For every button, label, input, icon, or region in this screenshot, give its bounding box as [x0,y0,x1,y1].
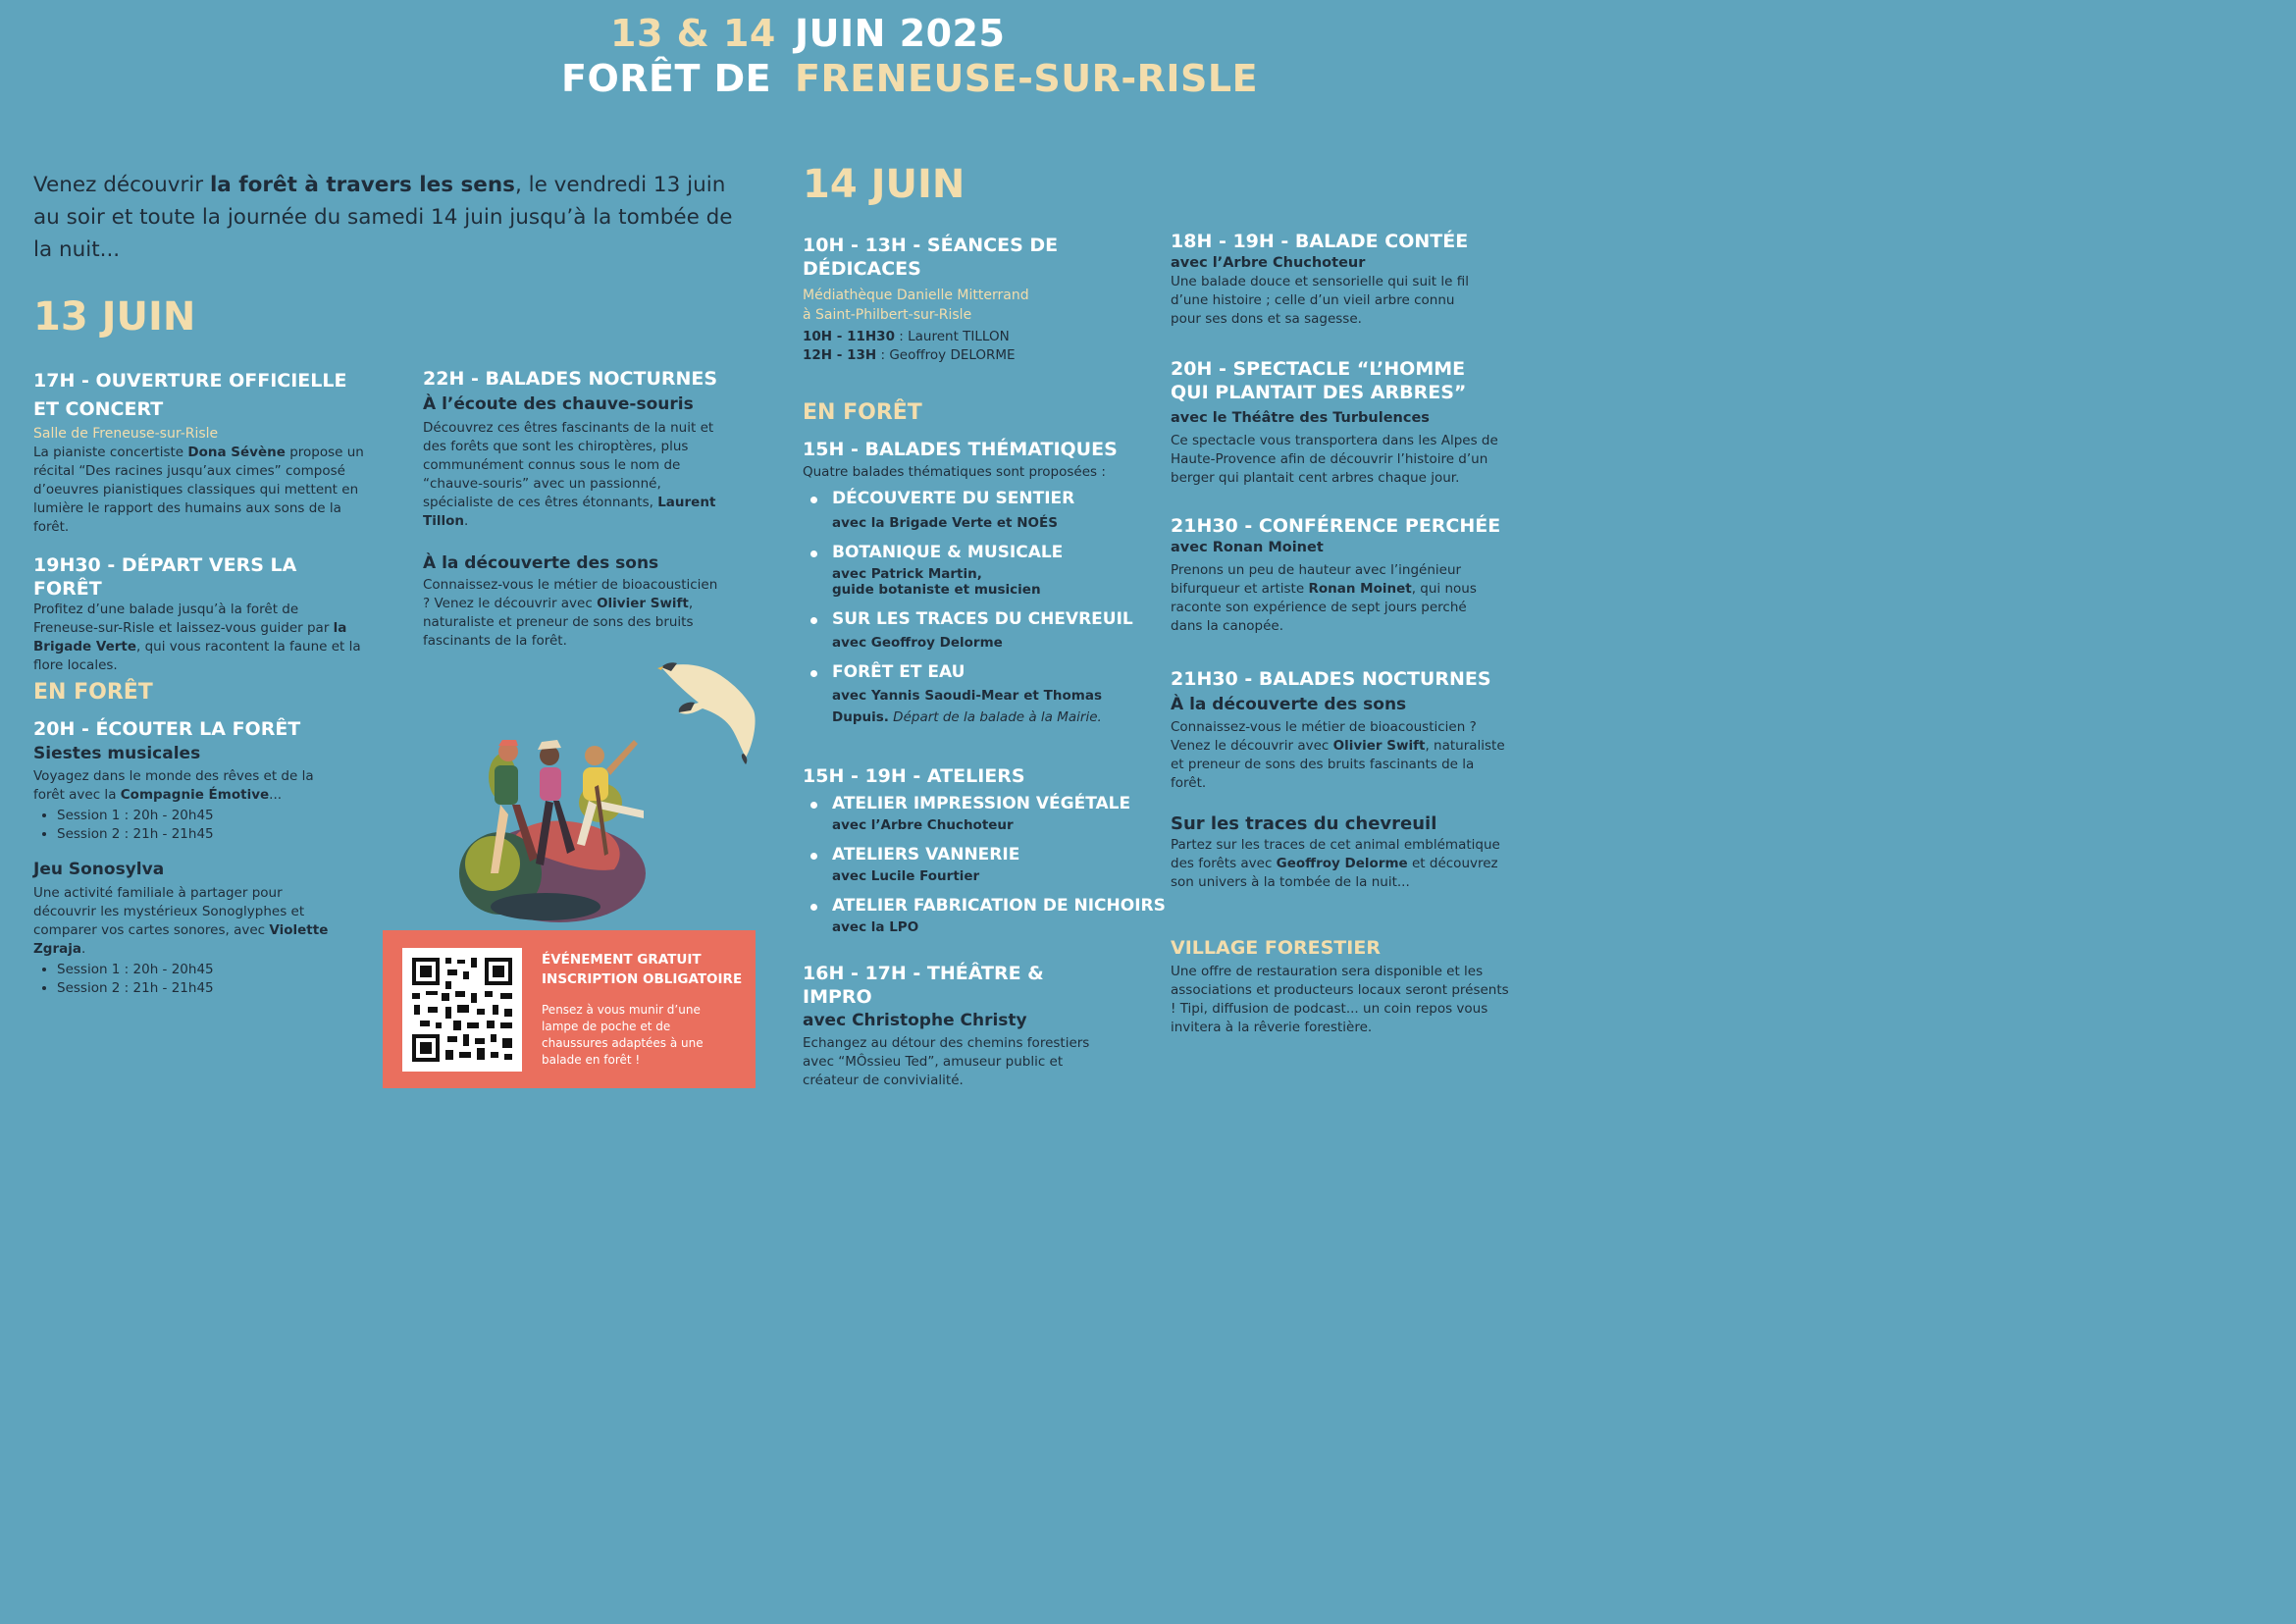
sons-13-title: À la découverte des sons [423,553,659,573]
header-month: JUIN 2025 [795,12,1006,55]
balades-13-t2: . [463,513,469,529]
theatre-block [803,962,1097,1090]
jeu-title: Jeu Sonosylva [33,860,165,879]
chevreuil-b1: Geoffroy Delorme [1276,856,1408,871]
ecouter-subtitle: Siestes musicales [33,744,201,763]
atelier-3-with: avec la LPO [832,919,919,935]
contee-block [1171,230,1509,329]
thematique-2-with2: guide botaniste et musicien [832,582,1041,598]
ouverture-location: Salle de Freneuse-sur-Risle [33,426,219,442]
day13-title: 13 JUIN [33,294,196,340]
thematiques-intro: Quatre balades thématiques sont proposées : [803,464,1106,480]
thematiques-block [803,438,1136,482]
atelier-1-with: avec l’Arbre Chuchoteur [832,817,1014,833]
jeu-t1: Une activité familiale à partager pour découvrir les mystérieux Sonoglyphes et comparer vos cartes sonores, avec [33,885,305,938]
ecouter-text [33,767,347,805]
sons-13-b1: Olivier Swift [597,596,689,611]
nocturnes-14-t2: , naturaliste et preneur de sons des bruits fascinants de la forêt. [1171,738,1505,791]
thematique-bullet-2 [810,550,817,557]
ecouter-block [33,717,347,844]
village-block [1171,937,1509,1037]
conference-t1: Prenons un peu de hauteur avec l’ingénieur bifurqueur et artiste [1171,562,1462,597]
dedicaces-slot-1-time: 10H - 11H30 [803,329,895,344]
ouverture-title: 17H - OUVERTURE OFFICIELLE ET CONCERT [33,370,347,420]
sons-13-t1: Connaissez-vous le métier de bioacousticien ? Venez le découvrir avec [423,577,718,611]
thematique-bullet-1 [810,497,817,503]
chevreuil-block [1171,813,1509,892]
thematique-bullet-3 [810,617,817,624]
ecouter-title: 20H - ÉCOUTER LA FORÊT [33,718,301,740]
info-line2: INSCRIPTION OBLIGATOIRE [542,971,743,987]
ateliers-title: 15H - 19H - ATELIERS [803,765,1025,787]
intro-bold: la forêt à travers les sens [209,173,515,197]
thematique-2-with: avec Patrick Martin, [832,566,982,582]
qr-code-icon[interactable] [402,948,522,1072]
thematique-3-with: avec Geoffroy Delorme [832,635,1003,651]
dedicaces-slot-2-name: : Geoffroy DELORME [876,347,1016,363]
sons-13-block [423,553,727,651]
info-line1: ÉVÉNEMENT GRATUIT [542,952,702,968]
nocturnes-14-title: 21H30 - BALADES NOCTURNES [1171,668,1491,690]
contee-title: 18H - 19H - BALADE CONTÉE [1171,231,1469,252]
dedicaces-slot-1 [803,328,1097,346]
dedicaces-location-2: à Saint-Philbert-sur-Risle [803,307,972,323]
theatre-text: Echangez au détour des chemins forestiers avec “MÔssieu Ted”, amuseur public et créateur de convivialité. [803,1035,1090,1088]
thematique-4-line2 [832,707,1102,727]
balades-13-subtitle: À l’écoute des chauve-souris [423,394,694,414]
conference-t2: , qui nous raconte son expérience de sept jours perché dans la canopée. [1171,581,1477,634]
nocturnes-14-block [1171,667,1519,793]
dedicaces-slot-2 [803,346,1097,365]
ecouter-t2: ... [269,787,283,803]
thematique-3-title: SUR LES TRACES DU CHEVREUIL [832,609,1133,629]
conference-title: 21H30 - CONFÉRENCE PERCHÉE [1171,515,1501,537]
thematique-bullet-4 [810,670,817,677]
sons-13-t2: , naturaliste et preneur de sons des bruits fascinants de la forêt. [423,596,694,649]
jeu-text [33,884,338,959]
jeu-session-2: • Session 2 : 21h - 21h45 [57,979,338,998]
ouverture-b1: Dona Sévène [187,445,286,460]
info-heading [542,950,750,989]
ecouter-session-1: • Session 1 : 20h - 20h45 [57,807,347,825]
nocturnes-14-b1: Olivier Swift [1332,738,1426,754]
header-dates: 13 & 14 [610,12,776,55]
theatre-with: avec Christophe Christy [803,1011,1027,1030]
dedicaces-slot-2-time: 12H - 13H [803,347,877,363]
spectacle-with: avec le Théâtre des Turbulences [1171,410,1430,426]
nocturnes-14-subtitle: À la découverte des sons [1171,695,1407,714]
depart-t2: , qui vous racontent la faune et la flore locales. [33,639,361,673]
jeu-sessions [33,961,338,998]
atelier-1-title: ATELIER IMPRESSION VÉGÉTALE [832,794,1131,813]
header-foret-de: FORÊT DE [561,57,772,100]
theatre-title: 16H - 17H - THÉÂTRE & IMPRO [803,963,1044,1008]
day14-en-foret: EN FORÊT [803,400,922,425]
depart-text [33,601,367,675]
thematique-4-with2: Dupuis. [832,709,889,725]
intro-part1: Venez découvrir [33,173,210,197]
ouverture-block [33,367,367,537]
chevreuil-title: Sur les traces du chevreuil [1171,813,1437,834]
balades-13-b1: Laurent Tillon [423,495,716,529]
conference-b1: Ronan Moinet [1308,581,1412,597]
day14-title: 14 JUIN [803,162,965,207]
depart-block [33,553,367,675]
spectacle-text: Ce spectacle vous transportera dans les Alpes de Haute-Provence afin de découvrir l’histoire d’un berger qui plantait cent arbres chaque jour. [1171,433,1498,486]
nocturnes-14-text [1171,718,1512,793]
thematique-4-title: FORÊT ET EAU [832,662,965,682]
info-box [383,930,756,1088]
ecouter-b1: Compagnie Émotive [120,787,270,803]
contee-with: avec l’Arbre Chuchoteur [1171,255,1366,271]
contee-text: Une balade douce et sensorielle qui suit le fil d’une histoire ; celle d’un vieil arbre connu pour ses dons et sa sagesse. [1171,274,1469,327]
chevreuil-t1: Partez sur les traces de cet animal emblématique des forêts avec [1171,837,1500,871]
chevreuil-text [1171,836,1509,892]
spectacle-title: 20H - SPECTACLE “L’HOMME QUI PLANTAIT DES ARBRES” [1171,358,1467,403]
balades-13-t1: Découvrez ces êtres fascinants de la nuit et des forêts que sont les chiroptères, plus communément connus sous le nom de “chauve-souris” avec un passionné, spécialiste de ces êtres étonnants, [423,420,714,510]
sons-13-text [423,576,727,651]
dedicaces-block [803,234,1097,365]
village-text: Une offre de restauration sera disponible et les associations et producteurs locaux seront présents ! Tipi, diffusion de podcast... un coin repos vous invitera à la rêverie forestière. [1171,964,1509,1035]
spectacle-block [1171,357,1509,488]
thematique-4-note: Départ de la balade à la Mairie. [888,709,1102,725]
village-title: VILLAGE FORESTIER [1171,937,1381,959]
thematique-1-title: DÉCOUVERTE DU SENTIER [832,489,1075,508]
balades-13-text [423,419,727,531]
ecouter-sessions [33,807,347,844]
atelier-2-title: ATELIERS VANNERIE [832,845,1020,864]
intro-part2: , le vendredi 13 juin au soir et toute la journée du samedi 14 juin jusqu’à la tombée de la nuit... [33,173,733,262]
ouverture-text [33,444,367,537]
dedicaces-title: 10H - 13H - SÉANCES DE DÉDICACES [803,235,1059,280]
depart-b1: la Brigade Verte [33,620,347,655]
balades-13-block [423,367,727,531]
ouverture-t1: La pianiste concertiste [33,445,188,460]
info-text: Pensez à vous munir d’une lampe de poche et de chaussures adaptées à une balade en forêt ! [542,1003,704,1067]
jeu-block [33,860,338,998]
balades-13-title: 22H - BALADES NOCTURNES [423,368,718,390]
conference-text [1171,561,1494,636]
ecouter-t1: Voyagez dans le monde des rêves et de la forêt avec la [33,768,314,803]
qr-code-graphic [402,948,522,1072]
jeu-t2: . [80,941,86,957]
hikers-illustration-icon [451,726,677,922]
conference-block [1171,514,1509,636]
day13-en-foret: EN FORÊT [33,680,153,705]
intro-text [33,169,745,266]
depart-title: 19H30 - DÉPART VERS LA FORÊT [33,554,297,600]
jeu-b1: Violette Zgraja [33,922,329,957]
conference-with: avec Ronan Moinet [1171,540,1324,555]
header-place: FRENEUSE-SUR-RISLE [795,57,1259,100]
atelier-3-title: ATELIER FABRICATION DE NICHOIRS [832,896,1166,916]
atelier-bullet-1 [810,802,817,809]
thematique-2-title: BOTANIQUE & MUSICALE [832,543,1064,562]
atelier-bullet-2 [810,853,817,860]
atelier-bullet-3 [810,904,817,911]
jeu-session-1: • Session 1 : 20h - 20h45 [57,961,338,979]
ouverture-t2: propose un récital “Des racines jusqu’aux cimes” composé d’oeuvres pianistiques classiques qui mettent en lumière le rapport des humains aux sons de la forêt. [33,445,364,535]
dedicaces-slot-1-name: : Laurent TILLON [894,329,1010,344]
ecouter-session-2: • Session 2 : 21h - 21h45 [57,825,347,844]
thematique-1-with: avec la Brigade Verte et NOÉS [832,515,1058,531]
thematiques-title: 15H - BALADES THÉMATIQUES [803,439,1118,460]
nocturnes-14-t1: Connaissez-vous le métier de bioacousticien ? Venez le découvrir avec [1171,719,1477,754]
thematique-4-with: avec Yannis Saoudi-Mear et Thomas [832,688,1102,704]
atelier-2-with: avec Lucile Fourtier [832,868,980,884]
chevreuil-t2: et découvrez son univers à la tombée de la nuit... [1171,856,1498,890]
depart-t1: Profitez d’une balade jusqu’à la forêt de Freneuse-sur-Risle et laissez-vous guider par [33,602,334,636]
dedicaces-location-1: Médiathèque Danielle Mitterrand [803,288,1029,303]
